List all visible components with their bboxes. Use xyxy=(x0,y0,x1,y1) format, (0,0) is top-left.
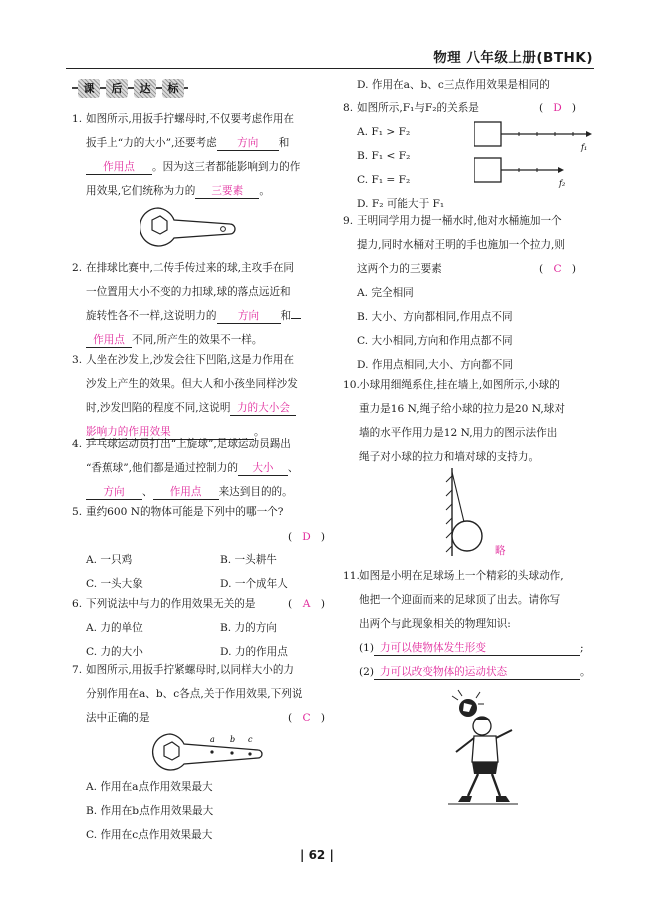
question-text: 如图所示,F₁与F₂的关系是 xyxy=(357,102,479,114)
answer-choice: C xyxy=(302,712,311,724)
question-text: 作用点 不同,所产生的效果不一样。 xyxy=(86,333,263,348)
answer-blank xyxy=(291,318,301,319)
section-char: 标 xyxy=(162,79,184,98)
box-1 xyxy=(474,122,501,146)
question-text: 分别作用在a、b、c各点,关于作用效果,下列说 xyxy=(86,688,303,700)
question-text: “香蕉球”,他们都是通过控制力的 大小 、 xyxy=(86,462,299,474)
header-divider xyxy=(66,68,594,69)
question-number: 9. xyxy=(343,215,354,227)
question-text: 王明同学用力提一桶水时,他对水桶施加一个 xyxy=(357,215,562,227)
question-number: 3. xyxy=(72,354,83,366)
answer-bracket: ( C ) xyxy=(539,263,577,275)
question-text: 他把一个迎面而来的足球顶了出去。请你写 xyxy=(359,594,561,606)
option: A. F₁ > F₂ xyxy=(357,126,411,138)
option: C. 大小相同,方向和作用点都不同 xyxy=(357,335,513,347)
answer-blank: 三要素 xyxy=(195,185,259,199)
question-number: 10. xyxy=(343,379,360,391)
label-a: a xyxy=(210,735,215,744)
option: D. 作用在a、b、c三点作用效果是相同的 xyxy=(357,79,550,91)
option: B. 作用在b点作用效果最大 xyxy=(86,805,214,817)
question-text: 提力,同时水桶对王明的手也施加一个拉力,则 xyxy=(357,239,566,251)
question-text: 用效果,它们统称为力的 三要素 。 xyxy=(86,185,270,197)
label-f2: f₂ xyxy=(559,179,566,188)
option: A. 一只鸡 xyxy=(86,554,133,566)
option: C. 作用在c点作用效果最大 xyxy=(86,829,213,841)
option: B. 大小、方向都相同,作用点不同 xyxy=(357,311,513,323)
question-text: 时,沙发凹陷的程度不同,这说明 力的大小会 xyxy=(86,401,296,416)
ball xyxy=(452,521,482,551)
answer-choice: D xyxy=(302,531,311,543)
wrench-abc-figure xyxy=(150,728,268,774)
option: C. 一头大象 xyxy=(86,578,143,590)
question-text: 重约600 N的物体可能是下列中的哪一个? xyxy=(86,506,284,518)
option: C. F₁ = F₂ xyxy=(357,174,411,186)
answer-blank: 方向 xyxy=(217,310,281,324)
answer-blank: 方向 xyxy=(217,137,279,151)
force-boxes-figure xyxy=(474,120,598,192)
question-number: 11. xyxy=(343,570,360,582)
hanging-ball-figure xyxy=(440,466,500,558)
question-text: 小球用细绳系住,挂在墙上,如图所示,小球的 xyxy=(359,379,560,391)
question-text: 方向 、 作用点 来达到目的的。 xyxy=(86,485,293,500)
answer-blank: 作用点 xyxy=(153,486,219,500)
question-text: 沙发上产生的效果。但大人和小孩坐同样沙发 xyxy=(86,378,298,390)
question-text: 作用点 。因为这三者都能影响到力的作 xyxy=(86,160,300,175)
answer-bracket: ( D ) xyxy=(288,531,326,543)
answer-choice: A xyxy=(302,598,311,610)
option: B. F₁ < F₂ xyxy=(357,150,411,162)
section-char: 后 xyxy=(106,79,128,98)
answer-note: 略 xyxy=(495,545,506,557)
question-text: 人坐在沙发上,沙发会往下凹陷,这是力作用在 xyxy=(86,354,295,366)
option: D. 一个成年人 xyxy=(220,578,288,590)
section-char: 达 xyxy=(134,79,156,98)
page-number: | 62 | xyxy=(300,848,334,862)
answer-blank: 力可以改变物体的运动状态 xyxy=(374,666,580,680)
answer-line: (1) 力可以使物体发生形变 ; xyxy=(359,642,584,654)
option: A. 力的单位 xyxy=(86,622,143,634)
answer-choice: D xyxy=(553,102,562,114)
question-text: 法中正确的是 xyxy=(86,712,150,724)
answer-blank: 作用点 xyxy=(86,334,132,348)
question-text: 如图所示,用扳手拧紧螺母时,以同样大小的力 xyxy=(86,664,295,676)
question-number: 2. xyxy=(72,262,83,274)
question-text: 一位置用大小不变的力扣球,球的落点远近和 xyxy=(86,286,291,298)
option: C. 力的大小 xyxy=(86,646,143,658)
rope xyxy=(452,472,464,522)
answer-blank: 力可以使物体发生形变 xyxy=(374,642,580,656)
answer-bracket: ( C ) xyxy=(288,712,326,724)
page-header-title: 物理 八年级上册(BTHK) xyxy=(433,50,593,66)
header-player-figure xyxy=(438,686,524,808)
point-c xyxy=(248,752,251,755)
label-c: c xyxy=(248,735,253,744)
answer-blank: 影响力的作用效果 xyxy=(86,426,254,440)
question-text: 出两个与此现象相关的物理知识: xyxy=(359,618,511,630)
question-text: 影响力的作用效果 。 xyxy=(86,426,265,438)
answer-blank: 力的大小会 xyxy=(230,402,296,416)
option: D. 作用点相同,大小、方向都不同 xyxy=(357,359,513,371)
question-text: 这两个力的三要素 xyxy=(357,263,442,275)
question-text: 重力是16 N,绳子给小球的拉力是20 N,球对 xyxy=(359,403,565,415)
answer-bracket: ( A ) xyxy=(288,598,326,610)
answer-bracket: ( D ) xyxy=(539,102,577,114)
answer-blank: 方向 xyxy=(86,486,142,500)
answer-blank: 作用点 xyxy=(86,161,152,175)
answer-blank: 大小 xyxy=(238,462,288,476)
question-text: 在排球比赛中,二传手传过来的球,主攻手在同 xyxy=(86,262,295,274)
option: A. 作用在a点作用效果最大 xyxy=(86,781,213,793)
option: D. 力的作用点 xyxy=(220,646,288,658)
wrench-figure xyxy=(140,204,240,250)
answer-choice: C xyxy=(553,263,562,275)
option: B. 力的方向 xyxy=(220,622,277,634)
box-2 xyxy=(474,158,501,182)
section-banner xyxy=(72,77,188,100)
point-a xyxy=(210,750,213,753)
question-number: 5. xyxy=(72,506,83,518)
question-number: 7. xyxy=(72,664,83,676)
question-number: 4. xyxy=(72,438,83,450)
section-char: 课 xyxy=(78,79,100,98)
question-number: 1. xyxy=(72,113,83,125)
question-text: 旋转性各不一样,这说明力的 方向 和 xyxy=(86,309,301,324)
question-text: 墙的水平作用力是12 N,用力的图示法作出 xyxy=(359,427,558,439)
question-text: 下列说法中与力的作用效果无关的是 xyxy=(86,598,256,610)
question-text: 扳手上“力的大小”,还要考虑 方向 和 xyxy=(86,137,290,149)
question-text: 如图是小明在足球场上一个精彩的头球动作, xyxy=(359,570,564,582)
question-number: 8. xyxy=(343,102,354,114)
option: A. 完全相同 xyxy=(357,287,414,299)
label-b: b xyxy=(230,735,236,744)
option: D. F₂ 可能大于 F₁ xyxy=(357,198,445,210)
question-text: 如图所示,用扳手拧螺母时,不仅要考虑作用在 xyxy=(86,113,295,125)
option: B. 一头耕牛 xyxy=(220,554,277,566)
question-text: 乒乓球运动员打出“上旋球”,足球运动员踢出 xyxy=(86,438,291,450)
point-b xyxy=(230,751,233,754)
question-number: 6. xyxy=(72,598,83,610)
answer-line: (2) 力可以改变物体的运动状态 。 xyxy=(359,666,591,678)
label-f1: f₁ xyxy=(581,143,588,152)
question-text: 绳子对小球的拉力和墙对球的支持力。 xyxy=(359,451,540,463)
